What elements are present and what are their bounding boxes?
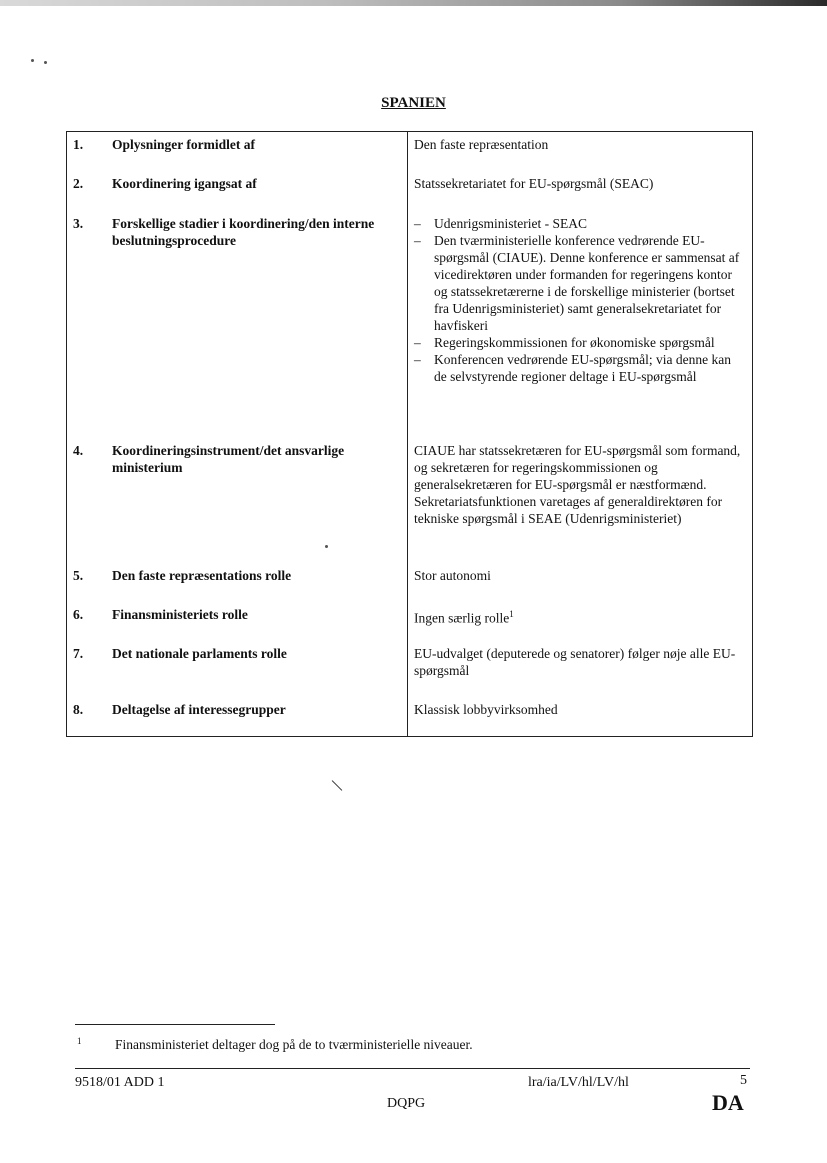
coordination-table xyxy=(66,131,753,737)
row-value: Ingen særlig rolle$^1$ xyxy=(414,609,514,626)
row-number: 4. xyxy=(73,443,84,458)
list-item: – Den tværministerielle konference vedrørende EU-spørgsmål (CIAUE). Denne konference er sammensat af vicedirektøren under formanden for regeringens kontor og statssekretærerne i de forskellige ministerier (bortset fra Udenrigsministeriet) samt generalsekretariatet for havfiskeri xyxy=(414,233,740,333)
list-item: – Konferencen vedrørende EU-spørgsmål; via denne kan de selvstyrende regioner deltage i EU-spørgsmål xyxy=(414,352,732,384)
scan-speck xyxy=(31,59,34,62)
document-reference: 9518/01 ADD 1 xyxy=(75,1075,165,1090)
footer-divider xyxy=(75,1068,750,1069)
row-label: Forskellige stadier i koordinering/den interne beslutningsprocedure xyxy=(112,216,375,248)
row-number: 7. xyxy=(73,646,84,661)
stray-mark xyxy=(332,780,343,791)
row-value: CIAUE har statssekretæren for EU-spørgsmål som formand, og sekretæren for regeringskommissionen og generalsekretæren for EU-spørgsmål er næstformænd. Sekretariatsfunktionen varetages af generaldirektøren for tekniske spørgsmål i SEAE (Udenrigsministeriet) xyxy=(414,443,741,526)
department-code: DQPG xyxy=(387,1096,426,1111)
row-label: Deltagelse af interessegrupper xyxy=(112,702,286,717)
row-number: 5. xyxy=(73,568,84,583)
row-value: EU-udvalget (deputerede og senatorer) følger nøje alle EU-spørgsmål xyxy=(414,646,736,678)
row-label: Koordineringsinstrument/det ansvarlige ministerium xyxy=(112,443,345,475)
author-reference: lra/ia/LV/hl/LV/hl xyxy=(528,1075,629,1090)
row-value-list xyxy=(414,215,746,385)
row-label: Finansministeriets rolle xyxy=(112,607,248,622)
list-item: – Regeringskommissionen for økonomiske spørgsmål xyxy=(414,335,715,350)
row-number: 6. xyxy=(73,607,84,622)
row-label: Det nationale parlaments rolle xyxy=(112,646,287,661)
page-title: SPANIEN xyxy=(381,95,446,111)
row-label: Koordinering igangsat af xyxy=(112,176,257,191)
row-value: Den faste repræsentation xyxy=(414,137,549,152)
list-item: – Udenrigsministeriet - SEAC xyxy=(414,216,587,231)
footnote-ref: 1 xyxy=(509,609,514,619)
row-value: Stor autonomi xyxy=(414,568,491,583)
row-number: 8. xyxy=(73,702,84,717)
row-label: Oplysninger formidlet af xyxy=(112,137,255,152)
language-code: DA xyxy=(712,1090,744,1115)
scan-speck xyxy=(44,61,47,64)
row-label: Den faste repræsentations rolle xyxy=(112,568,292,583)
footnote-text: Finansministeriet deltager dog på de to tværministerielle niveauer. xyxy=(115,1037,473,1052)
row-number: 3. xyxy=(73,216,84,231)
row-value: Statssekretariatet for EU-spørgsmål (SEAC) xyxy=(414,176,654,191)
row-value: Klassisk lobbyvirksomhed xyxy=(414,702,558,717)
fax-scan-strip xyxy=(0,0,827,6)
footnote-divider xyxy=(75,1024,275,1025)
column-divider xyxy=(407,132,408,736)
row-number: 2. xyxy=(73,176,84,191)
page-number: 5 xyxy=(740,1073,747,1088)
row-number: 1. xyxy=(73,137,84,152)
scan-speck xyxy=(325,545,328,548)
footnote-mark: 1 xyxy=(77,1036,82,1046)
